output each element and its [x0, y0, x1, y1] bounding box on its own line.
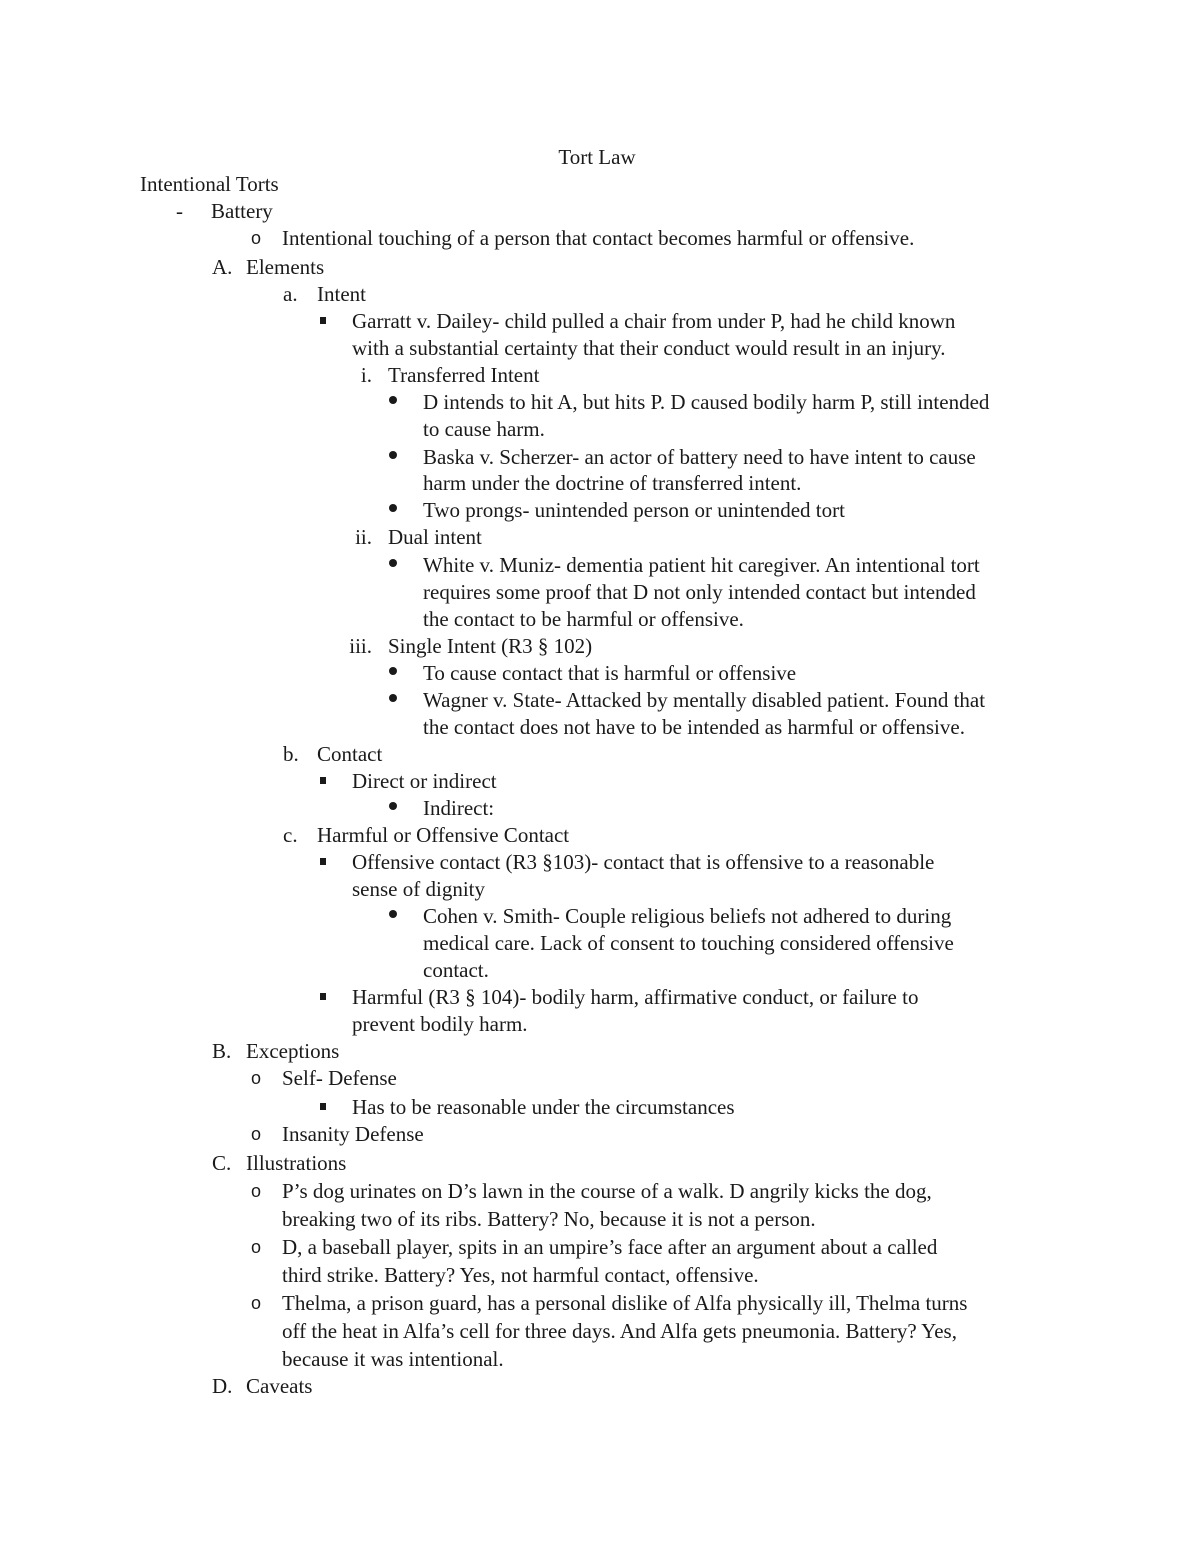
- marker-a: a.: [283, 282, 298, 306]
- white-text: White v. Muniz- dementia patient hit caregiver. An intentional tort: [423, 553, 980, 577]
- illustration-dog-text: P’s dog urinates on D’s lawn in the course of a walk. D angrily kicks the dog,: [282, 1179, 932, 1203]
- cohen-text-cont: contact.: [423, 958, 489, 982]
- transferred-intent-heading: Transferred Intent: [388, 363, 540, 387]
- illustration-umpire-text: D, a baseball player, spits in an umpire’s face after an argument about a called: [282, 1235, 938, 1259]
- caveats-heading: Caveats: [246, 1374, 313, 1398]
- square-bullet: [320, 777, 326, 784]
- contact-heading: Contact: [317, 742, 383, 766]
- intent-heading: Intent: [317, 282, 366, 306]
- circle-bullet: o: [251, 1237, 262, 1257]
- illustration-thelma-text: Thelma, a prison guard, has a personal dislike of Alfa physically ill, Thelma turns: [282, 1291, 968, 1315]
- dot-bullet: [389, 396, 397, 404]
- section-heading: Intentional Torts: [140, 172, 279, 196]
- two-prongs-text: Two prongs- unintended person or unintended tort: [423, 498, 845, 522]
- garratt-text: Garratt v. Dailey- child pulled a chair from under P, had he child known: [352, 309, 956, 333]
- wagner-text-cont: the contact does not have to be intended as harmful or offensive.: [423, 715, 965, 739]
- illustrations-heading: Illustrations: [246, 1151, 347, 1175]
- page-title: Tort Law: [558, 145, 636, 169]
- offensive-contact-text-cont: sense of dignity: [352, 877, 485, 901]
- marker-ii: ii.: [355, 525, 372, 549]
- illustration-umpire-text-cont: third strike. Battery? Yes, not harmful contact, offensive.: [282, 1263, 759, 1287]
- square-bullet: [320, 858, 326, 865]
- harmful-text-cont: prevent bodily harm.: [352, 1012, 528, 1036]
- cohen-text: Cohen v. Smith- Couple religious beliefs not adhered to during: [423, 904, 952, 928]
- transferred-text-1: D intends to hit A, but hits P. D caused bodily harm P, still intended: [423, 390, 990, 414]
- illustration-dog-text-cont: breaking two of its ribs. Battery? No, because it is not a person.: [282, 1207, 816, 1231]
- white-text-cont: requires some proof that D not only intended contact but intended: [423, 580, 976, 604]
- baska-text: Baska v. Scherzer- an actor of battery need to have intent to cause: [423, 445, 976, 469]
- square-bullet: [320, 1103, 326, 1110]
- dot-bullet: [389, 910, 397, 918]
- reasonable-text: Has to be reasonable under the circumstances: [352, 1095, 735, 1119]
- harmful-offensive-heading: Harmful or Offensive Contact: [317, 823, 570, 847]
- single-intent-text: To cause contact that is harmful or offensive: [423, 661, 797, 685]
- battery-definition: Intentional touching of a person that contact becomes harmful or offensive.: [282, 226, 915, 250]
- dot-bullet: [389, 559, 397, 567]
- insanity-defense-text: Insanity Defense: [282, 1122, 424, 1146]
- dash-marker: -: [176, 199, 183, 223]
- garratt-text-cont: with a substantial certainty that their conduct would result in an injury.: [352, 336, 946, 360]
- single-intent-heading: Single Intent (R3 § 102): [388, 634, 593, 658]
- battery-heading: Battery: [211, 199, 273, 223]
- illustration-thelma-text-cont: because it was intentional.: [282, 1347, 504, 1371]
- marker-D: D.: [212, 1374, 233, 1398]
- dot-bullet: [389, 504, 397, 512]
- marker-c: c.: [283, 823, 298, 847]
- self-defense-text: Self- Defense: [282, 1066, 397, 1090]
- harmful-text: Harmful (R3 § 104)- bodily harm, affirmative conduct, or failure to: [352, 985, 919, 1009]
- marker-i: i.: [360, 363, 372, 387]
- dual-intent-heading: Dual intent: [388, 525, 482, 549]
- circle-bullet: o: [251, 1181, 262, 1201]
- square-bullet: [320, 317, 326, 324]
- circle-bullet: o: [251, 1293, 262, 1313]
- marker-B: B.: [212, 1039, 232, 1063]
- dot-bullet: [389, 451, 397, 459]
- marker-A: A.: [212, 255, 233, 279]
- wagner-text: Wagner v. State- Attacked by mentally disabled patient. Found that: [423, 688, 986, 712]
- baska-text-cont: harm under the doctrine of transferred intent.: [423, 471, 802, 495]
- circle-bullet: o: [251, 228, 262, 248]
- marker-b: b.: [283, 742, 299, 766]
- cohen-text-cont: medical care. Lack of consent to touching considered offensive: [423, 931, 954, 955]
- transferred-text-1-cont: to cause harm.: [423, 417, 545, 441]
- dot-bullet: [389, 667, 397, 675]
- exceptions-heading: Exceptions: [246, 1039, 340, 1063]
- indirect-text: Indirect:: [423, 796, 495, 820]
- elements-heading: Elements: [246, 255, 325, 279]
- dot-bullet: [389, 802, 397, 810]
- marker-C: C.: [212, 1151, 232, 1175]
- square-bullet: [320, 993, 326, 1000]
- offensive-contact-text: Offensive contact (R3 §103)- contact that is offensive to a reasonable: [352, 850, 935, 874]
- circle-bullet: o: [251, 1068, 262, 1088]
- direct-indirect-text: Direct or indirect: [352, 769, 497, 793]
- marker-iii: iii.: [349, 634, 372, 658]
- white-text-cont: the contact to be harmful or offensive.: [423, 607, 744, 631]
- circle-bullet: o: [251, 1124, 262, 1144]
- dot-bullet: [389, 694, 397, 702]
- illustration-thelma-text-cont: off the heat in Alfa’s cell for three days. And Alfa gets pneumonia. Battery? Yes,: [282, 1319, 957, 1343]
